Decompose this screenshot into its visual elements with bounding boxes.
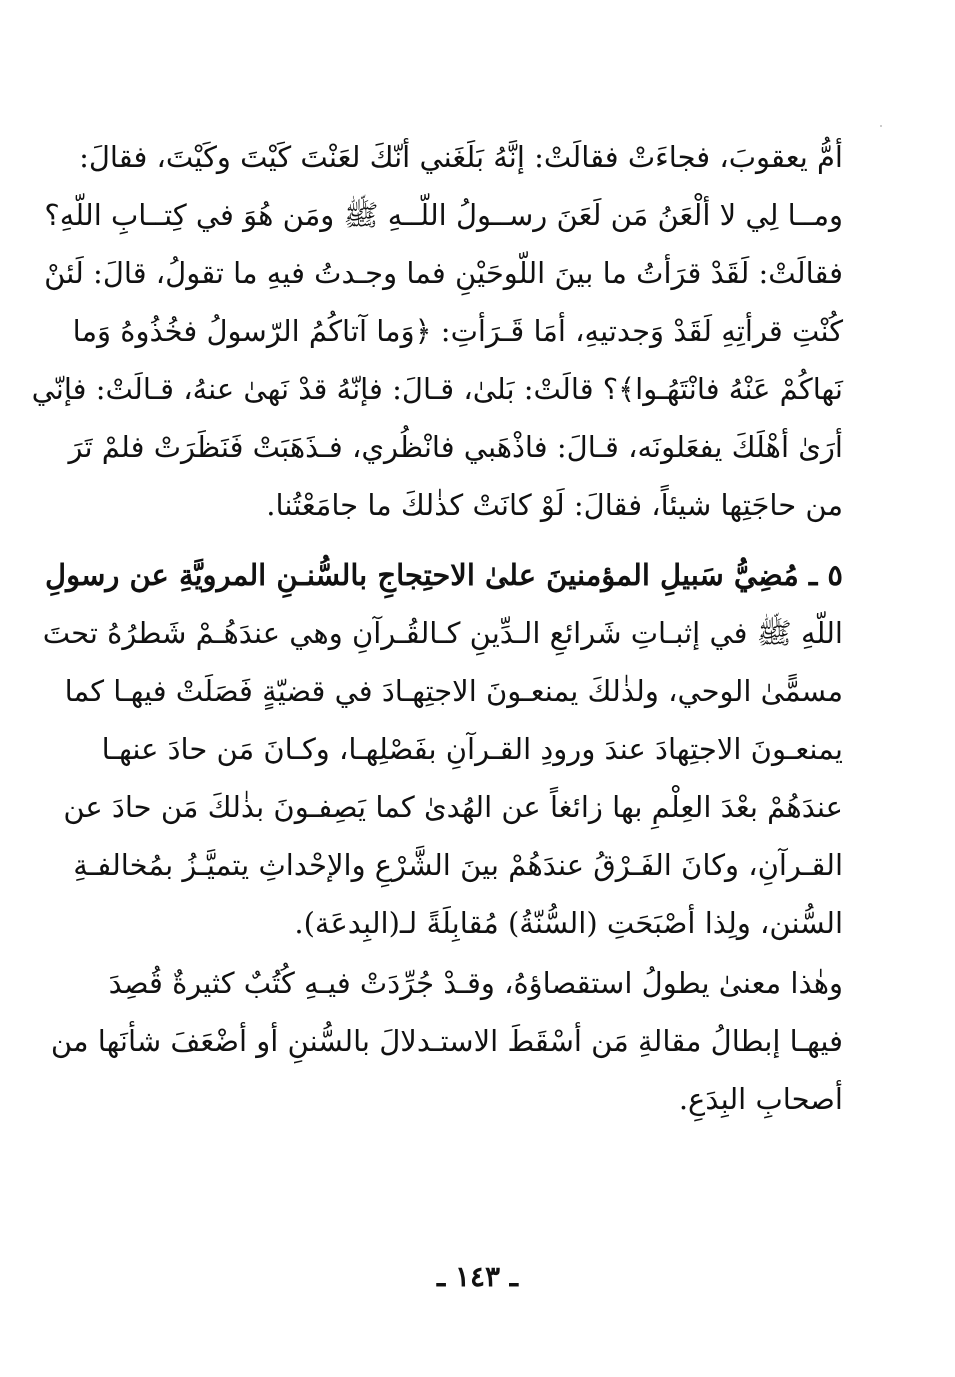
text-line: ومــا لِي لا ألْعَنُ مَن لَعَنَ رســولُ اللّــهِ ﷺ ومَن هُوَ في كِتــابِ اللّهِ؟ <box>44 198 843 232</box>
text-line: مسمًّىٰ الوحي، ولذٰلكَ يمنعـونَ الاجتِهـادَ في قضيّةٍ فَصَلَتْ فيهـا كما <box>64 674 843 708</box>
text-line: أمُّ يعقوبَ، فجاءَتْ فقالَتْ: إنَّهُ بَلَغَني أنّكَ لعَنْتَ كَيْتَ وكَيْتَ، فقالَ: <box>79 140 843 174</box>
text-line: القـرآنِ، وكانَ الفَـرْقُ عندَهُمْ بينَ الشَّرْعِ والإحْداثِ يتميَّـزُ بمُخالفـةِ <box>73 848 843 882</box>
text-line: نَهاكُمْ عَنْهُ فانْتَهُـوا﴾؟ قالَتْ: بَلىٰ، قـالَ: فإنّهُ قدْ نَهىٰ عنهُ، قـالَتْ: فإنّي <box>31 372 843 406</box>
text-line: أرَىٰ أهْلَكَ يفعَلونَه، قـالَ: فاذْهَبي فانْظُري، فـذَهَبَتْ فَنَظَرَتْ فلمْ تَرَ <box>68 430 843 464</box>
text-line: أصحابِ البِدَعِ. <box>678 1082 843 1116</box>
text-line: اللّهِ ﷺ في إثبـاتِ شَرائعِ الـدِّينِ كـالقُـرآنِ وهي عندَهُـمْ شَطرُهُ تحتَ <box>42 616 843 650</box>
text-line: كُنْتِ قرأتِهِ لَقَدْ وَجدتيهِ، أمَا قَـرَأتِ: ﴿وَما آتاكُمُ الرّسولُ فخُذُوهُ وَما <box>72 314 843 348</box>
paragraph-conclusion <box>50 954 843 1128</box>
paragraph-hadith-story <box>31 128 843 534</box>
text-line: من حاجَتِها شيئاً، فقالَ: لَوْ كانَتْ كذٰلكَ ما جامَعْتُنا. <box>266 488 843 522</box>
margin-mark <box>880 125 882 127</box>
text-line: فيهـا إبطالُ مقالةِ مَن أسْقَطَ الاستـدلالَ بالسُّننِ أو أضْعَفَ شأنَها من <box>50 1024 843 1058</box>
text-line: يمنعـونَ الاجتِهادَ عندَ ورودِ القـرآنِ بفَصْلِهـا، وكـانَ مَن حادَ عنهـا <box>101 732 843 766</box>
text-line: وهٰذا معنىٰ يطولُ استقصاؤهُ، وقـدْ جُرِّدَتْ فيـهِ كُتُبٌ كثيرةٌ قُصِدَ <box>108 966 843 1000</box>
page-number: ـ ١٤٣ ـ <box>436 1260 519 1293</box>
section-heading-lead: ٥ ـ مُضِيُّ سَبيلِ المؤمنينَ علىٰ الاحتِجاجِ بالسُّنـنِ المرويَّةِ عن رسولِ <box>45 558 843 592</box>
text-line: السُّنن، ولِذا أصْبَحَتِ (السُّنّةُ) مُقابِلَةً لـ(البِدعَة). <box>294 906 843 940</box>
text-line: عندَهُمْ بعْدَ العِلْمِ بها زائغاً عن الهُدىٰ كما يَصِفـونَ بذٰلكَ مَن حادَ عن <box>63 790 843 824</box>
text-line: فقالَتْ: لَقَدْ قرَأتُ ما بينَ اللّوحَيْنِ فما وجـدتُ فيهِ ما تقولُ، قالَ: لَئنْ <box>44 256 843 290</box>
paragraph-point-five <box>42 546 843 952</box>
